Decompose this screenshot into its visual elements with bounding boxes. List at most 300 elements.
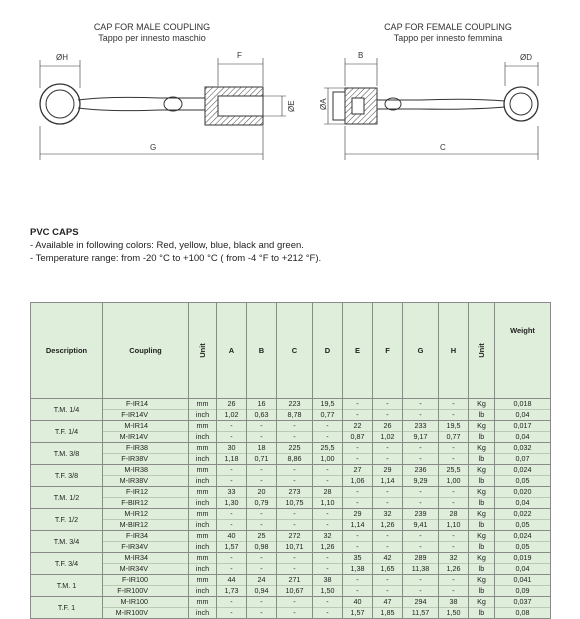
table-row	[31, 465, 551, 487]
cell-h-imperial: -	[452, 409, 455, 419]
cell-e-metric: 27	[343, 465, 372, 476]
cell-h-imperial: -	[452, 541, 455, 551]
cell-weight-metric: 0,017	[495, 421, 550, 432]
cell-e-metric: -	[343, 487, 372, 498]
cell-weight-unit-imperial: lb	[478, 431, 485, 441]
cell-e	[343, 575, 373, 597]
cell-unit-metric: mm	[189, 443, 216, 454]
cell-f	[373, 553, 403, 575]
cell-e-metric: 35	[343, 553, 372, 564]
header-weight: Weight	[495, 303, 551, 399]
cell-g	[403, 509, 439, 531]
cell-b	[247, 487, 277, 509]
cell-c-imperial: -	[293, 607, 296, 617]
female-cap-subtitle: Tappo per innesto femmina	[393, 33, 503, 43]
cell-f-imperial: 1,85	[380, 607, 395, 617]
cell-weight-metric: 0,037	[495, 597, 550, 608]
cell-unit-imperial: inch	[195, 475, 210, 485]
cell-b	[247, 421, 277, 443]
cell-coupling-metric: M-IR38	[103, 465, 188, 476]
dim-g-label: G	[150, 143, 157, 152]
cell-weight-unit-metric: Kg	[469, 465, 494, 476]
cell-g-metric: -	[403, 575, 438, 586]
cell-weight-unit-imperial: lb	[478, 519, 485, 529]
cell-g-metric: 233	[403, 421, 438, 432]
cell-d-metric: -	[313, 553, 342, 564]
cell-a-imperial: 1,18	[224, 453, 239, 463]
cell-c	[277, 509, 313, 531]
cell-b-imperial: 0,63	[254, 409, 269, 419]
cell-c	[277, 399, 313, 421]
cell-h	[439, 487, 469, 509]
cell-h	[439, 443, 469, 465]
cell-h-metric: 25,5	[439, 465, 468, 476]
cell-f-metric: -	[373, 443, 402, 454]
cell-g-metric: -	[403, 531, 438, 542]
cell-a-metric: 44	[217, 575, 246, 586]
dim-d-label: ØD	[520, 53, 532, 62]
cell-coupling-imperial: F-IR34V	[121, 541, 148, 551]
cell-h	[439, 553, 469, 575]
cell-e	[343, 421, 373, 443]
header-coupling: Coupling	[103, 303, 189, 399]
dim-f-label: F	[237, 51, 242, 60]
cell-g	[403, 465, 439, 487]
cell-coupling-imperial: F-IR100V	[117, 585, 148, 595]
table-row	[31, 443, 551, 465]
cell-a-metric: -	[217, 597, 246, 608]
cell-b-metric: -	[247, 553, 276, 564]
dim-b-label: B	[358, 51, 364, 60]
cell-c	[277, 487, 313, 509]
cell-c	[277, 443, 313, 465]
cell-weight-unit	[469, 553, 495, 575]
cell-coupling	[103, 421, 189, 443]
cell-e-imperial: -	[356, 409, 359, 419]
cell-description: T.F. 1/2	[31, 509, 103, 531]
cell-h	[439, 465, 469, 487]
cell-coupling-imperial: M-BIR12	[119, 519, 148, 529]
cell-g-metric: 294	[403, 597, 438, 608]
cell-b-imperial: -	[260, 607, 263, 617]
cell-coupling	[103, 465, 189, 487]
dim-h-label: ØH	[56, 53, 68, 62]
cell-h	[439, 575, 469, 597]
cell-b-metric: -	[247, 509, 276, 520]
cell-unit-metric: mm	[189, 553, 216, 564]
male-cap-figure	[40, 58, 286, 160]
table-row	[31, 421, 551, 443]
cell-coupling	[103, 443, 189, 465]
cell-b-imperial: -	[260, 519, 263, 529]
cell-weight-unit-metric: Kg	[469, 399, 494, 410]
cell-unit-metric: mm	[189, 597, 216, 608]
cell-d-metric: 32	[313, 531, 342, 542]
cell-unit-imperial: inch	[195, 497, 210, 507]
cell-f-imperial: 1,02	[380, 431, 395, 441]
cell-a-metric: -	[217, 421, 246, 432]
cell-f-metric: 42	[373, 553, 402, 564]
cell-f-metric: 26	[373, 421, 402, 432]
cell-c-metric: -	[277, 465, 312, 476]
cell-g-metric: 236	[403, 465, 438, 476]
cell-e-metric: -	[343, 399, 372, 410]
cell-g-imperial: 9,29	[413, 475, 428, 485]
cell-g-imperial: 9,17	[413, 431, 428, 441]
header-a: A	[217, 303, 247, 399]
specs-table-wrapper	[30, 302, 550, 619]
cell-e	[343, 443, 373, 465]
cell-e-imperial: 1,57	[350, 607, 365, 617]
cell-c-imperial: 8,86	[287, 453, 302, 463]
cell-f-metric: -	[373, 575, 402, 586]
cell-coupling-metric: M-IR34	[103, 553, 188, 564]
cell-e	[343, 399, 373, 421]
cell-h-metric: -	[439, 575, 468, 586]
cell-f-imperial: -	[386, 453, 389, 463]
cell-g-imperial: -	[419, 541, 422, 551]
cell-h	[439, 399, 469, 421]
cell-d-metric: 28	[313, 487, 342, 498]
male-cap-subtitle: Tappo per innesto maschio	[98, 33, 206, 43]
cell-a-imperial: -	[230, 563, 233, 573]
cell-weight-metric: 0,024	[495, 465, 550, 476]
header-unit-weight: Unit	[469, 303, 495, 399]
cell-weight-imperial: 0,09	[515, 585, 530, 595]
cell-h-metric: 32	[439, 553, 468, 564]
cell-weight-imperial: 0,04	[515, 563, 530, 573]
cell-weight-unit-imperial: lb	[478, 453, 485, 463]
cell-description: T.F. 1	[31, 597, 103, 619]
cell-c	[277, 575, 313, 597]
cell-coupling	[103, 531, 189, 553]
cell-d	[313, 509, 343, 531]
cell-e-metric: -	[343, 575, 372, 586]
cell-e	[343, 531, 373, 553]
cell-a-imperial: 1,02	[224, 409, 239, 419]
cell-g	[403, 553, 439, 575]
cell-weight-unit	[469, 509, 495, 531]
cell-unit	[189, 487, 217, 509]
cell-e	[343, 553, 373, 575]
cell-coupling-metric: M-IR14	[103, 421, 188, 432]
cell-g-metric: -	[403, 399, 438, 410]
cell-d-imperial: -	[326, 475, 329, 485]
cell-a-imperial: -	[230, 519, 233, 529]
technical-drawing	[0, 0, 580, 175]
dim-a-label: ØA	[319, 98, 328, 110]
cell-f-metric: 32	[373, 509, 402, 520]
cell-g-imperial: -	[419, 453, 422, 463]
cell-d-metric: -	[313, 597, 342, 608]
cell-c-imperial: 10,71	[285, 541, 304, 551]
cell-unit-metric: mm	[189, 399, 216, 410]
cell-c	[277, 553, 313, 575]
cell-b-imperial: 0,94	[254, 585, 269, 595]
cell-unit	[189, 553, 217, 575]
cell-coupling-metric: F-IR100	[103, 575, 188, 586]
cell-h-metric: -	[439, 531, 468, 542]
header-h: H	[439, 303, 469, 399]
cell-weight	[495, 531, 551, 553]
cell-h	[439, 421, 469, 443]
notes-temperature-line: - Temperature range: from -20 °C to +100 °C ( from -4 °F to +212 °F).	[30, 253, 322, 264]
table-body	[31, 399, 551, 619]
cell-b	[247, 553, 277, 575]
cell-weight-unit-metric: Kg	[469, 487, 494, 498]
cell-g	[403, 531, 439, 553]
cell-unit	[189, 421, 217, 443]
cell-h-imperial: 1,50	[446, 607, 461, 617]
table-row	[31, 399, 551, 421]
cell-c-metric: 271	[277, 575, 312, 586]
cell-weight-unit-imperial: lb	[478, 607, 485, 617]
cell-d-imperial: 1,50	[320, 585, 335, 595]
cell-d-imperial: -	[326, 519, 329, 529]
cell-a	[217, 575, 247, 597]
header-description: Description	[31, 303, 103, 399]
cell-b-metric: 16	[247, 399, 276, 410]
cell-weight	[495, 487, 551, 509]
cell-g	[403, 399, 439, 421]
cell-b-imperial: 0,71	[254, 453, 269, 463]
cell-g	[403, 421, 439, 443]
cell-d-imperial: -	[326, 607, 329, 617]
cell-f	[373, 443, 403, 465]
cell-b	[247, 465, 277, 487]
cell-description: T.M. 1/4	[31, 399, 103, 421]
cell-d-imperial: -	[326, 431, 329, 441]
cell-b-metric: -	[247, 421, 276, 432]
cell-unit-metric: mm	[189, 465, 216, 476]
cell-weight	[495, 465, 551, 487]
cell-description: T.F. 3/4	[31, 553, 103, 575]
cell-b-imperial: -	[260, 431, 263, 441]
cell-b	[247, 443, 277, 465]
cell-weight-imperial: 0,05	[515, 541, 530, 551]
cell-c	[277, 421, 313, 443]
cell-e	[343, 509, 373, 531]
cell-unit-metric: mm	[189, 421, 216, 432]
cell-a	[217, 509, 247, 531]
cell-coupling-imperial: F-IR14V	[121, 409, 148, 419]
cell-d-imperial: -	[326, 563, 329, 573]
cell-g-metric: -	[403, 443, 438, 454]
cell-h-metric: 28	[439, 509, 468, 520]
cell-e-imperial: 0,87	[350, 431, 365, 441]
cell-e-imperial: -	[356, 541, 359, 551]
cell-b-metric: 24	[247, 575, 276, 586]
cell-unit	[189, 509, 217, 531]
cell-weight-imperial: 0,08	[515, 607, 530, 617]
cell-weight-imperial: 0,04	[515, 431, 530, 441]
cell-unit	[189, 443, 217, 465]
cell-coupling-metric: F-IR38	[103, 443, 188, 454]
cell-g-imperial: -	[419, 409, 422, 419]
cell-b-imperial: -	[260, 563, 263, 573]
cell-weight-unit	[469, 399, 495, 421]
cell-weight-unit-imperial: lb	[478, 541, 485, 551]
cell-c-imperial: -	[293, 475, 296, 485]
cell-unit-metric: mm	[189, 509, 216, 520]
cell-d-imperial: 1,00	[320, 453, 335, 463]
cell-g-metric: -	[403, 487, 438, 498]
cell-e-metric: 40	[343, 597, 372, 608]
header-f: F	[373, 303, 403, 399]
cell-f-imperial: 1,14	[380, 475, 395, 485]
cell-unit-metric: mm	[189, 531, 216, 542]
cell-g-imperial: 11,57	[411, 607, 430, 617]
cell-unit	[189, 465, 217, 487]
cell-weight-imperial: 0,04	[515, 409, 530, 419]
cell-a-imperial: 1,57	[224, 541, 239, 551]
cell-coupling	[103, 509, 189, 531]
cell-unit-imperial: inch	[195, 607, 210, 617]
header-d: D	[313, 303, 343, 399]
cell-c-metric: 223	[277, 399, 312, 410]
cell-weight-unit-imperial: lb	[478, 585, 485, 595]
cell-weight	[495, 575, 551, 597]
cell-coupling-imperial: M-IR38V	[119, 475, 148, 485]
cell-coupling	[103, 575, 189, 597]
cell-b	[247, 509, 277, 531]
cell-a-metric: 33	[217, 487, 246, 498]
drawing-svg	[0, 0, 580, 175]
cell-h-metric: -	[439, 399, 468, 410]
cell-weight-unit-metric: Kg	[469, 509, 494, 520]
cell-weight-imperial: 0,05	[515, 519, 530, 529]
cell-c-metric: -	[277, 553, 312, 564]
cell-g	[403, 443, 439, 465]
cell-c-metric: 225	[277, 443, 312, 454]
cell-unit-imperial: inch	[195, 541, 210, 551]
pvc-caps-notes	[30, 226, 321, 265]
male-cap-title: CAP FOR MALE COUPLING	[93, 22, 211, 32]
cell-d	[313, 443, 343, 465]
cell-e-imperial: -	[356, 585, 359, 595]
cell-c-metric: -	[277, 421, 312, 432]
cell-e-imperial: 1,06	[350, 475, 365, 485]
cell-a	[217, 553, 247, 575]
cell-d	[313, 531, 343, 553]
cell-a	[217, 465, 247, 487]
cell-c-imperial: 10,67	[285, 585, 304, 595]
cell-weight-unit-metric: Kg	[469, 597, 494, 608]
cell-coupling-metric: F-IR14	[103, 399, 188, 410]
table-row	[31, 575, 551, 597]
cell-weight-metric: 0,022	[495, 509, 550, 520]
cell-g	[403, 487, 439, 509]
specs-table	[30, 302, 551, 619]
cell-f	[373, 509, 403, 531]
cell-f-imperial: -	[386, 585, 389, 595]
header-g: G	[403, 303, 439, 399]
cell-coupling-imperial: M-IR14V	[119, 431, 148, 441]
cell-weight-imperial: 0,07	[515, 453, 530, 463]
cell-f-metric: -	[373, 399, 402, 410]
cell-coupling-imperial: M-IR100V	[115, 607, 148, 617]
cell-b-metric: -	[247, 597, 276, 608]
cell-weight-unit	[469, 443, 495, 465]
cell-a-metric: 26	[217, 399, 246, 410]
cell-coupling-metric: M-IR100	[103, 597, 188, 608]
cell-unit-imperial: inch	[195, 585, 210, 595]
cell-weight-metric: 0,041	[495, 575, 550, 586]
cell-a	[217, 399, 247, 421]
cell-e-metric: 29	[343, 509, 372, 520]
cell-a	[217, 487, 247, 509]
cell-g-imperial: -	[419, 585, 422, 595]
cell-b-imperial: 0,98	[254, 541, 269, 551]
cell-e-imperial: 1,38	[350, 563, 365, 573]
cell-a-metric: -	[217, 509, 246, 520]
cell-coupling	[103, 553, 189, 575]
cell-f	[373, 421, 403, 443]
cell-d	[313, 487, 343, 509]
header-b: B	[247, 303, 277, 399]
cell-d-metric: -	[313, 465, 342, 476]
cell-c-metric: -	[277, 597, 312, 608]
cell-f-imperial: -	[386, 409, 389, 419]
table-row	[31, 553, 551, 575]
cell-coupling-imperial: M-IR34V	[119, 563, 148, 573]
cell-weight-unit-imperial: lb	[478, 563, 485, 573]
cell-d-metric: -	[313, 421, 342, 432]
cell-b	[247, 575, 277, 597]
cell-h-imperial: 1,00	[446, 475, 461, 485]
cell-unit-metric: mm	[189, 487, 216, 498]
dim-c-label: C	[440, 143, 446, 152]
cell-c-imperial: 8,78	[287, 409, 302, 419]
cell-coupling-metric: F-IR34	[103, 531, 188, 542]
cell-d-imperial: 1,10	[320, 497, 335, 507]
cell-weight-unit-imperial: lb	[478, 475, 485, 485]
cell-weight-metric: 0,032	[495, 443, 550, 454]
cell-weight	[495, 553, 551, 575]
cell-g	[403, 575, 439, 597]
cell-unit-imperial: inch	[195, 519, 210, 529]
cell-coupling-metric: F-IR12	[103, 487, 188, 498]
cell-d-metric: 19,5	[313, 399, 342, 410]
cell-g-imperial: 9,41	[413, 519, 428, 529]
cell-a-imperial: 1,73	[224, 585, 239, 595]
cell-f	[373, 399, 403, 421]
cell-a-imperial: -	[230, 475, 233, 485]
cell-coupling-imperial: F-IR38V	[121, 453, 148, 463]
cell-f	[373, 531, 403, 553]
cell-d	[313, 553, 343, 575]
cell-e-metric: -	[343, 443, 372, 454]
cell-unit-metric: mm	[189, 575, 216, 586]
cell-a-metric: -	[217, 465, 246, 476]
cell-a-imperial: 1,30	[224, 497, 239, 507]
cell-weight-unit-metric: Kg	[469, 575, 494, 586]
cell-e-metric: -	[343, 531, 372, 542]
cell-weight-unit-imperial: lb	[478, 497, 485, 507]
cell-weight	[495, 399, 551, 421]
cell-e-imperial: -	[356, 453, 359, 463]
cell-a-metric: 30	[217, 443, 246, 454]
cell-weight-imperial: 0,05	[515, 475, 530, 485]
cell-c-imperial: 10,75	[285, 497, 304, 507]
table-row	[31, 509, 551, 531]
cell-weight-unit-metric: Kg	[469, 553, 494, 564]
table-row	[31, 487, 551, 509]
cell-d	[313, 399, 343, 421]
cell-f-metric: -	[373, 531, 402, 542]
cell-weight-unit	[469, 531, 495, 553]
cell-b-metric: 20	[247, 487, 276, 498]
